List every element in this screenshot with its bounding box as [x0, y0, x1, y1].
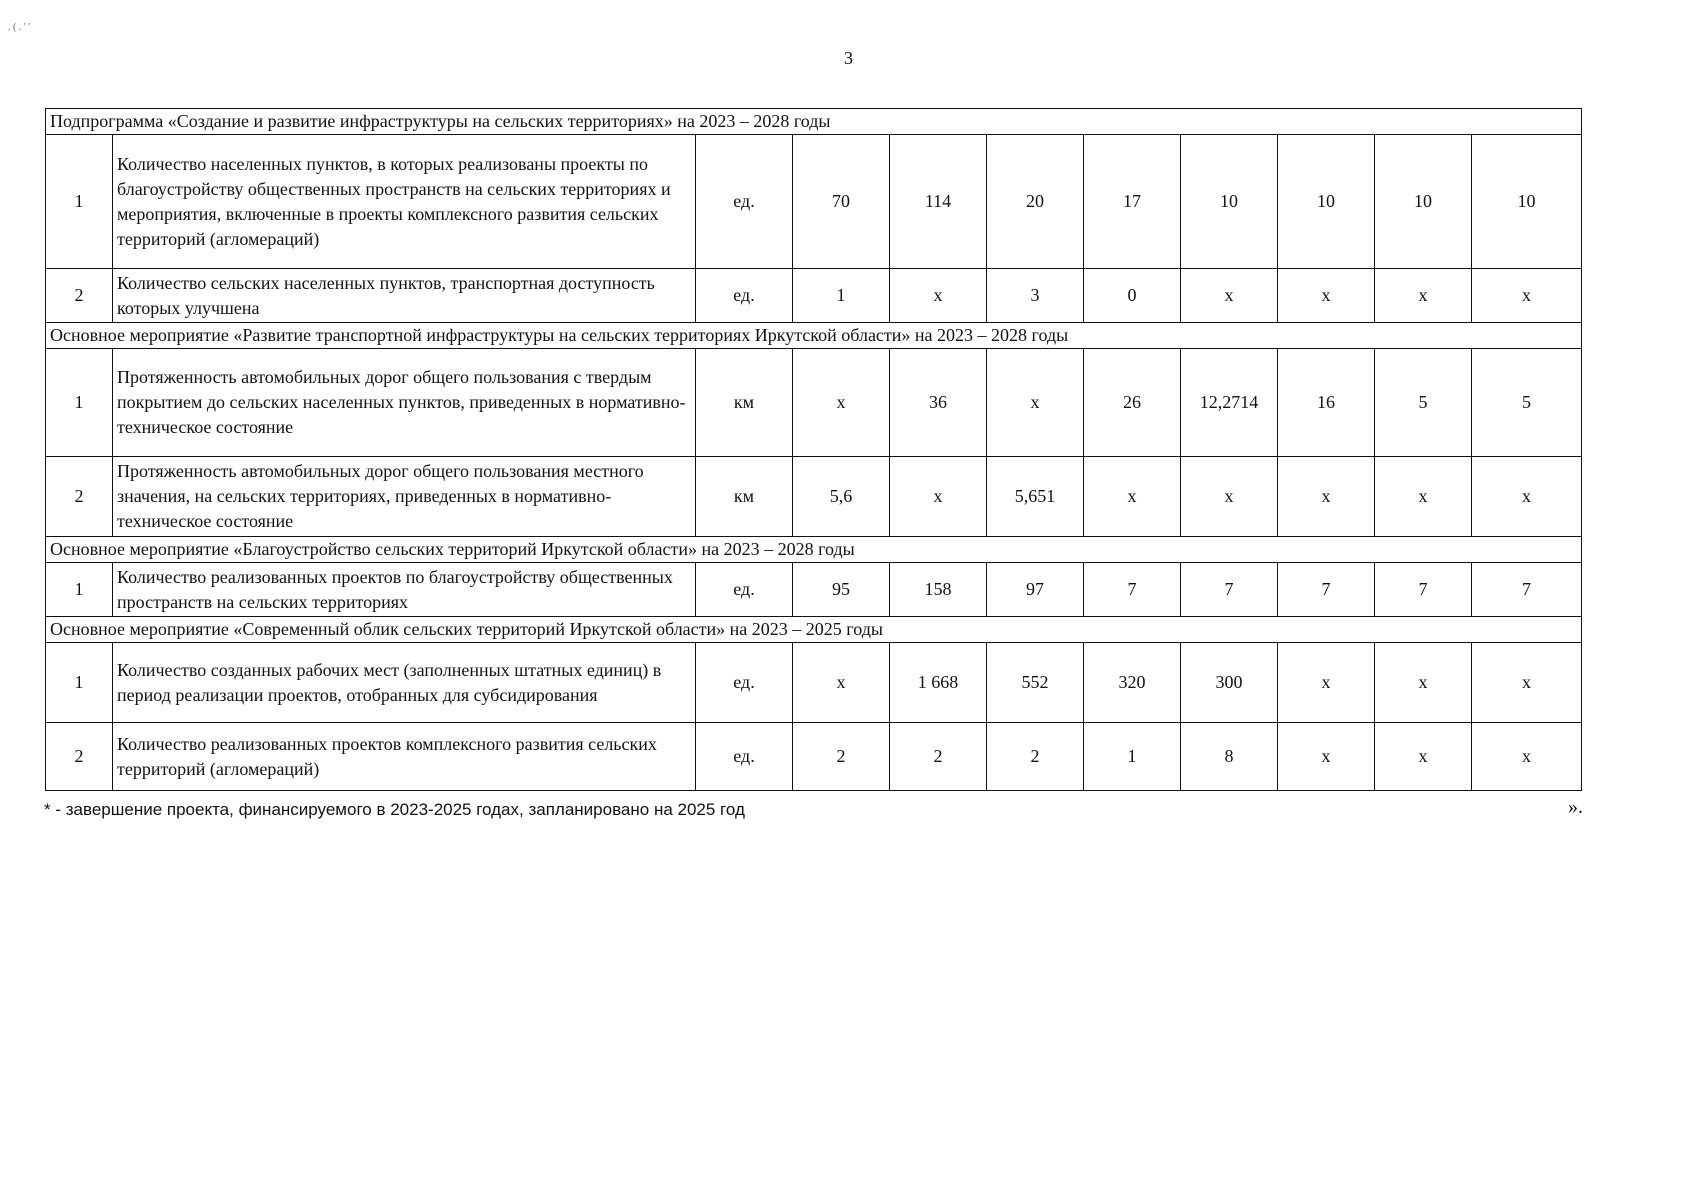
table-row	[46, 723, 1582, 791]
value-cell: 1 668	[890, 643, 987, 723]
value-cell: 95	[793, 563, 890, 617]
indicator-name: Количество созданных рабочих мест (заполненных штатных единиц) в период реализации проектов, отобранных для субсидирования	[113, 643, 696, 723]
indicator-name: Количество реализованных проектов комплексного развития сельских территорий (агломераций)	[113, 723, 696, 791]
value-cell: 36	[890, 349, 987, 457]
value-cell: 16	[1278, 349, 1375, 457]
footnote: * - завершение проекта, финансируемого в 2023-2025 годах, запланировано на 2025 год	[44, 800, 745, 819]
value-cell: 10	[1375, 135, 1472, 269]
table-row	[46, 563, 1582, 617]
value-cell: х	[890, 457, 987, 537]
row-number: 2	[46, 457, 113, 537]
value-cell: х	[1278, 457, 1375, 537]
value-cell: 7	[1375, 563, 1472, 617]
value-cell: 7	[1472, 563, 1582, 617]
value-cell: 10	[1472, 135, 1582, 269]
unit-cell: км	[696, 349, 793, 457]
value-cell: 1	[793, 269, 890, 323]
value-cell: х	[1472, 457, 1582, 537]
value-cell: х	[793, 349, 890, 457]
value-cell: 114	[890, 135, 987, 269]
section-title: Основное мероприятие «Благоустройство сельских территорий Иркутской области» на 2023 – 2028 годы	[46, 537, 1582, 563]
value-cell: 97	[987, 563, 1084, 617]
page-number: 3	[844, 48, 853, 68]
indicator-name: Количество населенных пунктов, в которых реализованы проекты по благоустройству общественных пространств на сельских территориях и мероприятия, включенные в проекты комплексного развития сельских территорий (агломераций)	[113, 135, 696, 269]
value-cell: 320	[1084, 643, 1181, 723]
row-number: 1	[46, 643, 113, 723]
value-cell: 26	[1084, 349, 1181, 457]
section-header-row	[46, 537, 1582, 563]
value-cell: х	[1375, 457, 1472, 537]
value-cell: х	[1472, 723, 1582, 791]
section-title: Основное мероприятие «Современный облик сельских территорий Иркутской области» на 2023 – 2025 годы	[46, 617, 1582, 643]
value-cell: х	[1472, 643, 1582, 723]
unit-cell: ед.	[696, 643, 793, 723]
value-cell: 20	[987, 135, 1084, 269]
value-cell: 5	[1472, 349, 1582, 457]
value-cell: 158	[890, 563, 987, 617]
value-cell: х	[1278, 269, 1375, 323]
table-row	[46, 457, 1582, 537]
value-cell: 2	[987, 723, 1084, 791]
table-row	[46, 269, 1582, 323]
row-number: 1	[46, 563, 113, 617]
value-cell: 7	[1084, 563, 1181, 617]
value-cell: 2	[890, 723, 987, 791]
value-cell: х	[1084, 457, 1181, 537]
unit-cell: км	[696, 457, 793, 537]
section-header-row	[46, 109, 1582, 135]
value-cell: 1	[1084, 723, 1181, 791]
value-cell: х	[1181, 269, 1278, 323]
section-header-row	[46, 617, 1582, 643]
unit-cell: ед.	[696, 723, 793, 791]
value-cell: х	[1181, 457, 1278, 537]
value-cell: 2	[793, 723, 890, 791]
section-title: Подпрограмма «Создание и развитие инфраструктуры на сельских территориях» на 2023 – 2028 годы	[46, 109, 1582, 135]
value-cell: 10	[1181, 135, 1278, 269]
closing-quote: ».	[1568, 796, 1583, 818]
table-row	[46, 643, 1582, 723]
value-cell: 552	[987, 643, 1084, 723]
row-number: 1	[46, 349, 113, 457]
row-number: 1	[46, 135, 113, 269]
value-cell: х	[1278, 723, 1375, 791]
value-cell: х	[1278, 643, 1375, 723]
value-cell: х	[1375, 723, 1472, 791]
section-header-row	[46, 323, 1582, 349]
value-cell: х	[1472, 269, 1582, 323]
value-cell: 70	[793, 135, 890, 269]
indicators-table	[45, 108, 1582, 791]
value-cell: 7	[1181, 563, 1278, 617]
value-cell: 5	[1375, 349, 1472, 457]
scan-mark: . ( . ' '	[8, 22, 30, 33]
value-cell: 0	[1084, 269, 1181, 323]
indicator-name: Количество реализованных проектов по благоустройству общественных пространств на сельских территориях	[113, 563, 696, 617]
value-cell: 8	[1181, 723, 1278, 791]
value-cell: х	[987, 349, 1084, 457]
table-row	[46, 135, 1582, 269]
table-row	[46, 349, 1582, 457]
row-number: 2	[46, 269, 113, 323]
value-cell: 17	[1084, 135, 1181, 269]
value-cell: х	[1375, 269, 1472, 323]
value-cell: 7	[1278, 563, 1375, 617]
unit-cell: ед.	[696, 563, 793, 617]
indicator-name: Протяженность автомобильных дорог общего пользования местного значения, на сельских территориях, приведенных в нормативно-техническое состояние	[113, 457, 696, 537]
value-cell: 5,6	[793, 457, 890, 537]
value-cell: 5,651	[987, 457, 1084, 537]
value-cell: 10	[1278, 135, 1375, 269]
value-cell: 12,2714	[1181, 349, 1278, 457]
unit-cell: ед.	[696, 269, 793, 323]
value-cell: х	[793, 643, 890, 723]
unit-cell: ед.	[696, 135, 793, 269]
value-cell: 3	[987, 269, 1084, 323]
section-title: Основное мероприятие «Развитие транспортной инфраструктуры на сельских территориях Иркутской области» на 2023 – 2028 годы	[46, 323, 1582, 349]
value-cell: 300	[1181, 643, 1278, 723]
value-cell: х	[890, 269, 987, 323]
indicator-name: Количество сельских населенных пунктов, транспортная доступность которых улучшена	[113, 269, 696, 323]
row-number: 2	[46, 723, 113, 791]
value-cell: х	[1375, 643, 1472, 723]
indicator-name: Протяженность автомобильных дорог общего пользования с твердым покрытием до сельских населенных пунктов, приведенных в нормативно-техническое состояние	[113, 349, 696, 457]
